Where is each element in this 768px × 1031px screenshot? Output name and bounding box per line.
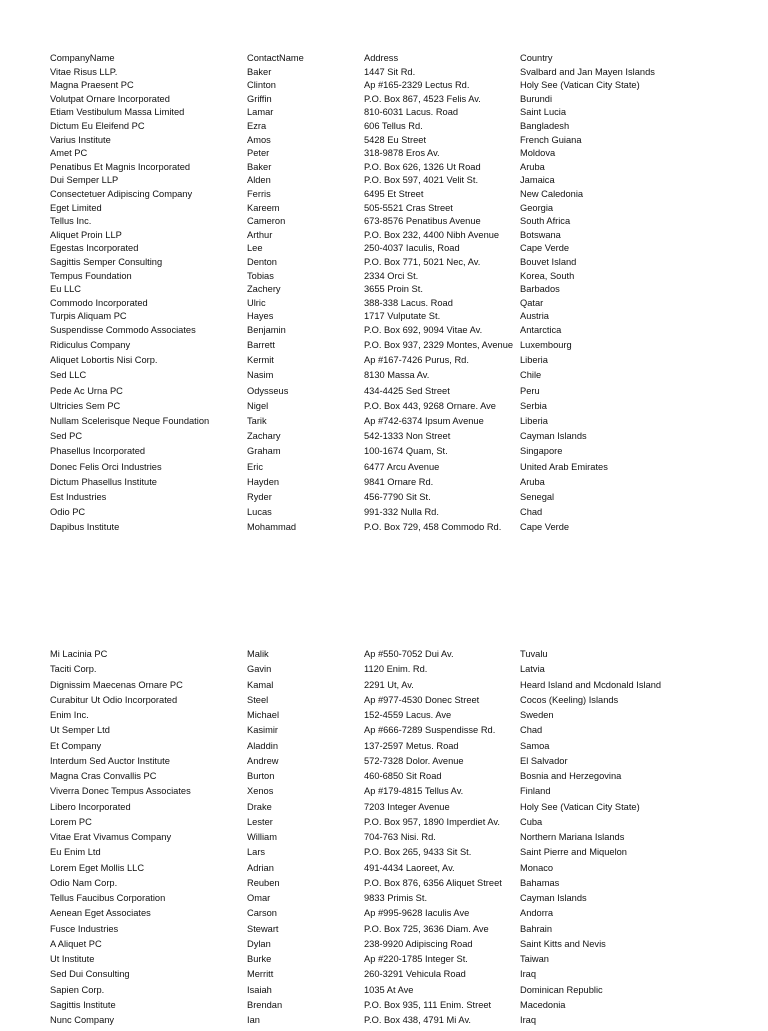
cell-company-name: Enim Inc. [50, 710, 89, 720]
cell-contact-name: Lester [247, 816, 273, 827]
cell-address: 250-4037 Iaculis, Road [364, 243, 460, 254]
cell-address: Ap #977-4530 Donec Street [364, 694, 480, 705]
cell-address: P.O. Box 957, 1890 Imperdiet Av. [364, 816, 500, 827]
cell-address: 7203 Integer Avenue [364, 801, 450, 812]
cell-company-name: Eu Enim Ltd [50, 847, 101, 858]
cell-company-name: Commodo Incorporated [50, 297, 148, 308]
cell-country: Singapore [520, 446, 563, 457]
cell-company-name: Interdum Sed Auctor Institute [50, 755, 170, 766]
table-row [50, 447, 760, 462]
cell-contact-name: Odysseus [247, 385, 289, 396]
table-top-body [50, 68, 760, 326]
cell-country: Liberia [520, 355, 548, 366]
table-row [50, 356, 760, 371]
cell-address: Ap #742-6374 Ipsum Avenue [364, 416, 484, 426]
cell-address: 1035 At Ave [364, 984, 414, 995]
cell-company-name: Sed Dui Consulting [50, 969, 130, 980]
cell-address: P.O. Box 935, 111 Enim. Street [364, 999, 492, 1010]
cell-company-name: Ultricies Sem PC [50, 400, 121, 411]
cell-country: Cayman Islands [520, 431, 587, 442]
cell-country: Jamaica [520, 175, 555, 186]
cell-country: Holy See (Vatican City State) [520, 801, 640, 812]
cell-country: Latvia [520, 664, 545, 675]
cell-company-name: Aliquet Lobortis Nisi Corp. [50, 355, 158, 366]
cell-company-name: Dictum Eu Eleifend PC [50, 120, 145, 131]
table-row [50, 1001, 760, 1016]
cell-address: 704-763 Nisi. Rd. [364, 832, 436, 842]
cell-contact-name: Brendan [247, 999, 283, 1010]
cell-country: Monaco [520, 862, 554, 873]
cell-company-name: Aliquet Proin LLP [50, 229, 122, 240]
cell-company-name: Nullam Scelerisque Neque Foundation [50, 416, 210, 426]
cell-country: Sweden [520, 710, 554, 720]
cell-company-name: Sed LLC [50, 370, 87, 381]
cell-address: 238-9920 Adipiscing Road [364, 938, 473, 949]
cell-company-name: Libero Incorporated [50, 801, 131, 812]
table-row [50, 299, 760, 313]
cell-country: Northern Mariana Islands [520, 832, 625, 842]
cell-company-name: Sagittis Institute [50, 999, 116, 1010]
cell-company-name: Et Company [50, 740, 102, 751]
cell-country: Svalbard and Jan Mayen Islands [520, 66, 655, 77]
cell-company-name: Vitae Erat Vivamus Company [50, 832, 172, 842]
table-row [50, 772, 760, 787]
cell-address: P.O. Box 443, 9268 Ornare. Ave [364, 400, 496, 411]
cell-address: 1717 Vulputate St. [364, 311, 441, 322]
cell-company-name: Dapibus Institute [50, 522, 120, 533]
cell-company-name: Taciti Corp. [50, 664, 97, 675]
cell-country: Finland [520, 786, 551, 797]
cell-company-name: Eu LLC [50, 284, 82, 295]
cell-contact-name: Nigel [247, 400, 269, 411]
cell-address: 2334 Orci St. [364, 270, 419, 281]
cell-address: 606 Tellus Rd. [364, 120, 423, 131]
cell-country: Cocos (Keeling) Islands [520, 694, 619, 705]
table-row [50, 387, 760, 402]
cell-country: Bosnia and Herzegovina [520, 771, 622, 781]
cell-company-name: Tellus Inc. [50, 216, 92, 227]
cell-address: P.O. Box 692, 9094 Vitae Av. [364, 324, 483, 335]
cell-contact-name: Lee [247, 243, 263, 254]
cell-country: French Guiana [520, 134, 582, 145]
cell-address: Ap #995-9628 Iaculis Ave [364, 908, 470, 919]
table-row [50, 204, 760, 218]
table-row [50, 711, 760, 726]
cell-country: South Africa [520, 216, 571, 227]
table-row [50, 68, 760, 82]
cell-address: 572-7328 Dolor. Avenue [364, 755, 464, 766]
cell-company-name: Viverra Donec Tempus Associates [50, 786, 191, 797]
table-row [50, 894, 760, 909]
table-top [50, 54, 760, 539]
cell-company-name: Magna Cras Convallis PC [50, 771, 157, 781]
cell-contact-name: Hayes [247, 311, 274, 322]
cell-company-name: Pede Ac Urna PC [50, 385, 123, 396]
table-row [50, 95, 760, 109]
table-header-row [50, 54, 760, 68]
cell-contact-name: Lamar [247, 107, 274, 118]
cell-contact-name: Clinton [247, 80, 276, 91]
cell-contact-name: Kareem [247, 202, 280, 213]
cell-contact-name: Andrew [247, 755, 279, 766]
cell-company-name: Aenean Eget Associates [50, 908, 151, 919]
cell-contact-name: Eric [247, 461, 264, 472]
table-bottom-body [50, 650, 760, 1031]
cell-company-name: Est Industries [50, 491, 107, 502]
cell-address: 542-1333 Non Street [364, 431, 451, 442]
cell-company-name: Ut Semper Ltd [50, 725, 110, 736]
cell-contact-name: Denton [247, 256, 277, 267]
cell-country: Chad [520, 725, 543, 736]
cell-contact-name: Xenos [247, 786, 274, 797]
cell-country: Dominican Republic [520, 984, 603, 995]
cell-address: 1447 Sit Rd. [364, 66, 416, 77]
cell-address: Ap #666-7289 Suspendisse Rd. [364, 725, 496, 736]
table-row [50, 244, 760, 258]
cell-contact-name: Zachary [247, 431, 281, 442]
table-row [50, 696, 760, 711]
cell-contact-name: Hayden [247, 476, 280, 487]
cell-address: Ap #550-7052 Dui Av. [364, 649, 454, 659]
cell-contact-name: Mohammad [247, 522, 297, 533]
cell-country: Bangladesh [520, 120, 570, 131]
cell-company-name: Amet PC [50, 148, 88, 159]
cell-address: P.O. Box 725, 3636 Diam. Ave [364, 923, 489, 934]
table-row [50, 136, 760, 150]
cell-country: Peru [520, 385, 540, 396]
cell-address: 991-332 Nulla Rd. [364, 507, 439, 518]
cell-company-name: Sagittis Semper Consulting [50, 256, 163, 267]
table-row [50, 341, 760, 356]
cell-address: 9841 Ornare Rd. [364, 476, 434, 487]
table-row [50, 463, 760, 478]
cell-contact-name: Lars [247, 847, 266, 858]
cell-country: Qatar [520, 297, 544, 308]
table-row [50, 955, 760, 970]
cell-address: 8130 Massa Av. [364, 370, 430, 381]
cell-address: 1120 Enim. Rd. [364, 664, 428, 675]
cell-address: 137-2597 Metus. Road [364, 740, 459, 751]
table-row [50, 272, 760, 286]
cell-country: New Caledonia [520, 188, 584, 199]
table-top-body-2 [50, 326, 760, 539]
cell-country: Burundi [520, 93, 553, 104]
table-row [50, 787, 760, 802]
table-row [50, 402, 760, 417]
cell-country: Chile [520, 370, 542, 381]
cell-company-name: Ridiculus Company [50, 340, 131, 351]
cell-country: Cape Verde [520, 522, 570, 533]
cell-country: Saint Kitts and Nevis [520, 938, 606, 949]
cell-contact-name: William [247, 832, 277, 842]
cell-contact-name: Ulric [247, 297, 266, 308]
cell-country: Moldova [520, 148, 556, 159]
cell-country: Heard Island and Mcdonald Island [520, 679, 662, 690]
cell-company-name: Lorem PC [50, 816, 92, 827]
cell-company-name: Dictum Phasellus Institute [50, 476, 157, 487]
cell-contact-name: Reuben [247, 877, 280, 888]
cell-country: Samoa [520, 740, 550, 751]
cell-company-name: Eget Limited [50, 202, 102, 213]
cell-country: Taiwan [520, 954, 549, 964]
cell-company-name: Dui Semper LLP [50, 175, 119, 186]
table-row [50, 909, 760, 924]
table-row [50, 371, 760, 386]
cell-country: Cayman Islands [520, 893, 587, 903]
table-row [50, 122, 760, 136]
table-row [50, 312, 760, 326]
cell-country: Cape Verde [520, 243, 570, 254]
cell-address: P.O. Box 876, 6356 Aliquet Street [364, 877, 502, 888]
cell-contact-name: Zachery [247, 284, 281, 295]
header-company-name: CompanyName [50, 53, 115, 63]
cell-contact-name: Ryder [247, 491, 272, 502]
table-row [50, 81, 760, 95]
cell-address: P.O. Box 438, 4791 Mi Av. [364, 1015, 471, 1025]
cell-company-name: Consectetuer Adipiscing Company [50, 188, 193, 199]
cell-company-name: Egestas Incorporated [50, 243, 139, 254]
cell-country: Chad [520, 507, 543, 518]
table-row [50, 940, 760, 955]
cell-company-name: Volutpat Ornare Incorporated [50, 93, 170, 104]
cell-address: 100-1674 Quam, St. [364, 446, 448, 457]
table-row [50, 176, 760, 190]
cell-address: P.O. Box 597, 4021 Velit St. [364, 175, 479, 186]
cell-contact-name: Aladdin [247, 740, 279, 751]
cell-contact-name: Ian [247, 1015, 260, 1025]
cell-address: 456-7790 Sit St. [364, 491, 431, 502]
cell-country: El Salvador [520, 755, 568, 766]
cell-contact-name: Amos [247, 134, 271, 145]
cell-contact-name: Drake [247, 801, 272, 812]
cell-contact-name: Burke [247, 954, 272, 964]
table-row [50, 757, 760, 772]
cell-country: Saint Pierre and Miquelon [520, 847, 627, 858]
cell-country: Luxembourg [520, 340, 572, 351]
cell-country: Antarctica [520, 324, 562, 335]
cell-address: 810-6031 Lacus. Road [364, 107, 459, 118]
cell-company-name: Curabitur Ut Odio Incorporated [50, 694, 178, 705]
cell-contact-name: Baker [247, 161, 272, 172]
table-row [50, 493, 760, 508]
cell-contact-name: Griffin [247, 93, 272, 104]
table-row [50, 986, 760, 1001]
cell-contact-name: Barrett [247, 340, 275, 351]
cell-company-name: A Aliquet PC [50, 938, 102, 949]
cell-company-name: Dignissim Maecenas Ornare PC [50, 679, 183, 690]
cell-address: 505-5521 Cras Street [364, 202, 453, 213]
cell-country: Georgia [520, 202, 554, 213]
table-row [50, 681, 760, 696]
cell-address: 388-338 Lacus. Road [364, 297, 453, 308]
cell-address: 460-6850 Sit Road [364, 771, 442, 781]
cell-contact-name: Isaiah [247, 984, 272, 995]
cell-contact-name: Tarik [247, 416, 267, 426]
cell-contact-name: Steel [247, 694, 269, 705]
table-row [50, 190, 760, 204]
cell-company-name: Ut Institute [50, 954, 95, 964]
table-row [50, 478, 760, 493]
cell-contact-name: Ferris [247, 188, 271, 199]
table-row [50, 742, 760, 757]
cell-address: P.O. Box 626, 1326 Ut Road [364, 161, 481, 172]
cell-company-name: Odio PC [50, 507, 86, 518]
cell-company-name: Fusce Industries [50, 923, 119, 934]
table-row [50, 508, 760, 523]
table-row [50, 285, 760, 299]
cell-contact-name: Ezra [247, 120, 267, 131]
cell-address: 5428 Eu Street [364, 134, 427, 145]
cell-country: Tuvalu [520, 649, 548, 659]
cell-company-name: Nunc Company [50, 1015, 115, 1025]
cell-company-name: Tempus Foundation [50, 270, 132, 281]
table-row [50, 432, 760, 447]
cell-company-name: Odio Nam Corp. [50, 877, 118, 888]
cell-contact-name: Alden [247, 175, 271, 186]
cell-address: Ap #167-7426 Purus, Rd. [364, 355, 469, 366]
cell-contact-name: Kermit [247, 355, 274, 366]
cell-address: 673-8576 Penatibus Avenue [364, 216, 481, 227]
cell-country: Bahrain [520, 923, 553, 934]
cell-address: P.O. Box 232, 4400 Nibh Avenue [364, 229, 500, 240]
cell-address: 152-4559 Lacus. Ave [364, 710, 452, 720]
table-row [50, 833, 760, 848]
cell-company-name: Etiam Vestibulum Massa Limited [50, 107, 185, 118]
table-row [50, 217, 760, 231]
cell-company-name: Vitae Risus LLP. [50, 66, 118, 77]
cell-address: 2291 Ut, Av. [364, 679, 414, 690]
cell-contact-name: Baker [247, 66, 272, 77]
cell-company-name: Turpis Aliquam PC [50, 311, 127, 322]
cell-address: 318-9878 Eros Av. [364, 148, 440, 159]
cell-address: P.O. Box 937, 2329 Montes, Avenue [364, 340, 514, 351]
cell-company-name: Penatibus Et Magnis Incorporated [50, 161, 191, 172]
table-row [50, 650, 760, 665]
cell-company-name: Tellus Faucibus Corporation [50, 893, 166, 903]
header-address: Address [364, 53, 399, 63]
cell-country: Holy See (Vatican City State) [520, 80, 640, 91]
cell-company-name: Magna Praesent PC [50, 80, 134, 91]
table-row [50, 803, 760, 818]
table-row [50, 149, 760, 163]
table-row [50, 879, 760, 894]
cell-country: Bahamas [520, 877, 560, 888]
cell-contact-name: Tobias [247, 270, 274, 281]
cell-contact-name: Graham [247, 446, 281, 457]
header-country: Country [520, 53, 553, 63]
cell-address: 3655 Proin St. [364, 284, 423, 295]
cell-country: Iraq [520, 969, 537, 980]
cell-contact-name: Benjamin [247, 324, 286, 335]
cell-country: Botswana [520, 229, 561, 240]
cell-company-name: Phasellus Incorporated [50, 446, 146, 457]
cell-country: Saint Lucia [520, 107, 566, 118]
cell-address: P.O. Box 771, 5021 Nec, Av. [364, 256, 481, 267]
cell-contact-name: Adrian [247, 862, 274, 873]
cell-contact-name: Merritt [247, 969, 274, 980]
cell-country: Barbados [520, 284, 560, 295]
cell-address: Ap #165-2329 Lectus Rd. [364, 80, 470, 91]
cell-company-name: Donec Felis Orci Industries [50, 461, 162, 472]
cell-contact-name: Stewart [247, 923, 279, 934]
table-row [50, 326, 760, 341]
cell-country: Serbia [520, 400, 547, 411]
table-row [50, 108, 760, 122]
cell-contact-name: Michael [247, 710, 280, 720]
cell-address: 434-4425 Sed Street [364, 385, 450, 396]
table-row [50, 523, 760, 538]
table-row [50, 925, 760, 940]
cell-address: 6477 Arcu Avenue [364, 461, 440, 472]
cell-country: Austria [520, 311, 549, 322]
cell-contact-name: Omar [247, 893, 271, 903]
table-row [50, 665, 760, 680]
cell-company-name: Varius Institute [50, 134, 111, 145]
cell-contact-name: Dylan [247, 938, 271, 949]
table-row [50, 818, 760, 833]
table-row [50, 163, 760, 177]
cell-contact-name: Nasim [247, 370, 274, 381]
cell-address: Ap #179-4815 Tellus Av. [364, 786, 464, 797]
table-row [50, 848, 760, 863]
cell-company-name: Sapien Corp. [50, 984, 105, 995]
cell-company-name: Mi Lacinia PC [50, 649, 108, 659]
cell-country: Iraq [520, 1015, 537, 1025]
cell-country: Andorra [520, 908, 554, 919]
cell-address: P.O. Box 265, 9433 Sit St. [364, 847, 472, 858]
cell-address: Ap #220-1785 Integer St. [364, 954, 468, 964]
cell-country: Senegal [520, 491, 555, 502]
table-row [50, 258, 760, 272]
header-contact-name: ContactName [247, 53, 304, 63]
cell-company-name: Lorem Eget Mollis LLC [50, 862, 145, 873]
cell-country: Cuba [520, 816, 543, 827]
table-row [50, 231, 760, 245]
table-row [50, 417, 760, 432]
cell-contact-name: Gavin [247, 664, 272, 675]
table-row [50, 970, 760, 985]
cell-address: 491-4434 Laoreet, Av. [364, 862, 455, 873]
cell-address: 9833 Primis St. [364, 893, 428, 903]
cell-contact-name: Burton [247, 771, 275, 781]
cell-address: P.O. Box 867, 4523 Felis Av. [364, 93, 481, 104]
cell-company-name: Suspendisse Commodo Associates [50, 324, 196, 335]
cell-country: Korea, South [520, 270, 575, 281]
table-row [50, 864, 760, 879]
cell-contact-name: Peter [247, 148, 270, 159]
cell-address: P.O. Box 729, 458 Commodo Rd. [364, 522, 502, 533]
cell-company-name: Sed PC [50, 431, 83, 442]
table-bottom [50, 650, 760, 1031]
cell-country: Aruba [520, 161, 545, 172]
cell-country: Macedonia [520, 999, 566, 1010]
cell-country: United Arab Emirates [520, 461, 608, 472]
cell-contact-name: Malik [247, 649, 269, 659]
cell-contact-name: Lucas [247, 507, 272, 518]
cell-contact-name: Cameron [247, 216, 286, 227]
cell-contact-name: Carson [247, 908, 277, 919]
cell-contact-name: Kamal [247, 679, 274, 690]
cell-address: 6495 Et Street [364, 188, 424, 199]
cell-contact-name: Arthur [247, 229, 273, 240]
cell-country: Bouvet Island [520, 256, 577, 267]
cell-country: Aruba [520, 476, 545, 487]
cell-contact-name: Kasimir [247, 725, 278, 736]
cell-country: Liberia [520, 416, 548, 426]
table-row [50, 726, 760, 741]
cell-address: 260-3291 Vehicula Road [364, 969, 466, 980]
